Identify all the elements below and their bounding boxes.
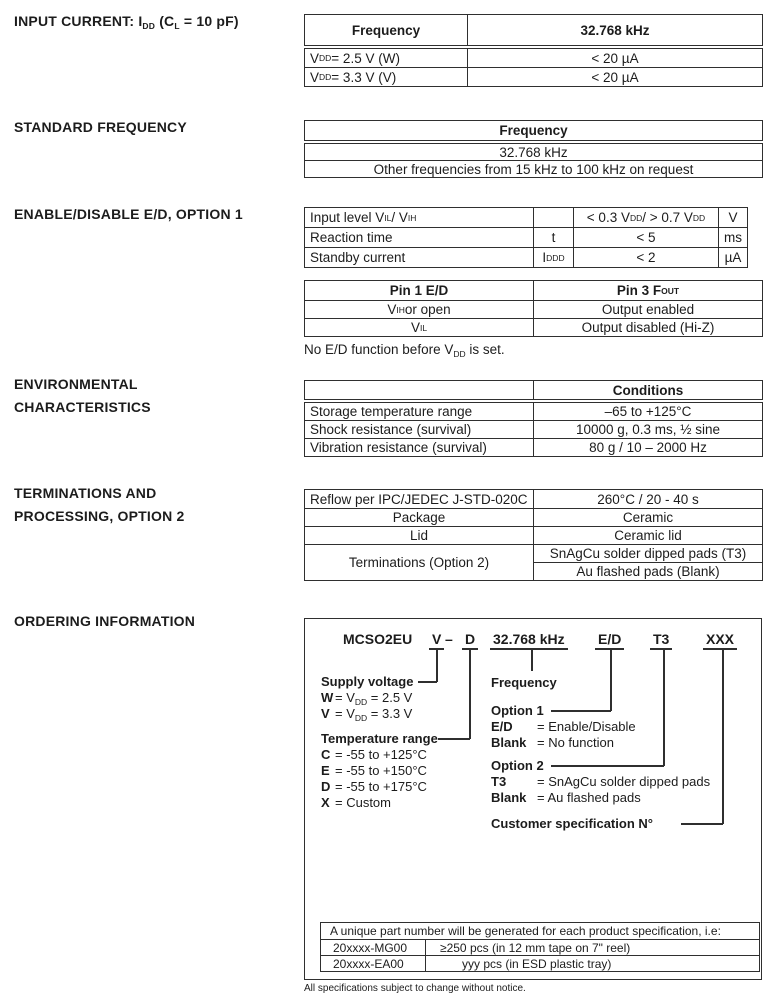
table-cell: µA <box>718 247 748 268</box>
ordering-diagram <box>304 618 762 980</box>
table-cell: t <box>533 227 574 248</box>
header-cell <box>304 380 534 400</box>
table-cell: V IL <box>304 318 534 337</box>
table-header-row <box>320 922 760 940</box>
legend-value: = $V_{DD} = 3.3$ V <box>335 706 413 723</box>
header-cell: 32.768 kHz <box>467 14 763 46</box>
header-cell: Conditions <box>533 380 763 400</box>
table-cell: ms <box>718 227 748 248</box>
legend-key: Blank <box>491 735 527 750</box>
legend-value: = SnAgCu solder dipped pads <box>537 774 711 789</box>
part-code-separator: – <box>445 631 453 647</box>
part-code-temperature: D <box>462 631 478 650</box>
table-row <box>304 160 763 178</box>
table-header-row <box>304 14 763 46</box>
table-cell: V DD = 3.3 V (V) <box>304 67 468 87</box>
table-cell: V <box>718 207 748 228</box>
legend-key: Blank <box>491 790 527 805</box>
table-cell <box>533 207 574 228</box>
part-code-option2: T3 <box>650 631 672 650</box>
legend-item <box>491 774 710 790</box>
table-row <box>304 207 748 228</box>
legend-item <box>321 779 438 795</box>
table-cell: Other frequencies from 15 kHz to 100 kHz on request <box>304 160 763 178</box>
table-header-row <box>304 120 763 141</box>
legend-item <box>321 690 413 706</box>
table-cell: Lid <box>304 526 534 545</box>
table-row <box>320 955 760 972</box>
connector-line <box>438 738 470 740</box>
legend-value: = Au flashed pads <box>537 790 641 805</box>
table-cell: < 2 <box>573 247 719 268</box>
legend-title: Option 2 <box>491 758 544 773</box>
connector-line <box>681 823 723 825</box>
table-row <box>320 939 760 956</box>
table-cell: Input level V IL / V IH <box>304 207 534 228</box>
table-row <box>304 526 763 545</box>
table-cell: ≥250 pcs (in 12 mm tape on 7" reel) <box>425 939 760 956</box>
legend-value: = Enable/Disable <box>537 719 636 734</box>
legend-option1 <box>491 703 636 751</box>
table-row <box>304 48 763 68</box>
table-cell: –65 to +125°C <box>533 402 763 421</box>
environmental-table <box>304 380 763 457</box>
legend-temperature-range <box>321 731 438 811</box>
table-cell: V IH or open <box>304 300 534 319</box>
table-subcolumn <box>533 544 763 581</box>
connector-line <box>663 650 665 766</box>
table-row <box>304 508 763 527</box>
legend-item <box>491 790 710 806</box>
table-cell: Shock resistance (survival) <box>304 420 534 439</box>
table-cell: Reaction time <box>304 227 534 248</box>
legend-item <box>321 795 438 811</box>
table-cell: 260°C / 20 - 40 s <box>533 489 763 509</box>
section-heading-terminations-2: PROCESSING, OPTION 2 <box>14 508 185 524</box>
table-cell: < 0.3 V DD / > 0.7 V DD <box>573 207 719 228</box>
legend-supply-voltage <box>321 674 413 722</box>
table-row-span <box>304 544 763 581</box>
legend-value: = No function <box>537 735 614 750</box>
legend-key: C <box>321 747 331 762</box>
ed-function-note: No E/D function before $V_{DD}$ is set. <box>304 342 505 359</box>
header-cell: Pin 1 E/D <box>304 280 534 301</box>
footnote: All specifications subject to change without notice. <box>304 983 526 994</box>
table-cell: yyy pcs (in ESD plastic tray) <box>425 955 760 972</box>
section-heading-environmental-2: CHARACTERISTICS <box>14 399 151 415</box>
legend-value: = -55 to +175°C <box>335 779 427 794</box>
legend-key: E/D <box>491 719 513 734</box>
legend-title: Supply voltage <box>321 674 414 689</box>
table-cell: 20xxxx-MG00 <box>320 939 426 956</box>
table-row <box>304 402 763 421</box>
connector-line <box>722 650 724 824</box>
table-cell: Terminations (Option 2) <box>304 544 534 581</box>
enable-disable-table <box>304 207 748 268</box>
part-code-frequency: 32.768 kHz <box>490 631 568 650</box>
section-heading-standard-frequency: STANDARD FREQUENCY <box>14 119 187 135</box>
legend-item <box>321 706 413 722</box>
input-current-table <box>304 14 763 87</box>
table-row <box>304 227 748 248</box>
table-cell: Package <box>304 508 534 527</box>
legend-key: X <box>321 795 330 810</box>
legend-key: V <box>321 706 330 721</box>
table-cell: 20xxxx-EA00 <box>320 955 426 972</box>
table-row <box>304 300 763 319</box>
legend-value: = -55 to +125°C <box>335 747 427 762</box>
table-cell: V DD = 2.5 V (W) <box>304 48 468 68</box>
part-code-customer: XXX <box>703 631 737 650</box>
section-heading-enable-disable: ENABLE/DISABLE E/D, OPTION 1 <box>14 206 243 222</box>
legend-key: E <box>321 763 330 778</box>
legend-option2 <box>491 758 710 806</box>
part-number-prefix: MCSO2EU <box>343 631 413 647</box>
connector-line <box>469 650 471 739</box>
pin-function-table <box>304 280 763 337</box>
table-cell: SnAgCu solder dipped pads (T3) <box>533 544 763 563</box>
legend-customer-spec-title: Customer specification N° <box>491 816 653 831</box>
section-heading-environmental-1: ENVIRONMENTAL <box>14 376 138 392</box>
connector-line <box>610 650 612 711</box>
header-cell: Frequency <box>304 120 763 141</box>
legend-value: = -55 to +150°C <box>335 763 427 778</box>
table-row <box>304 143 763 161</box>
table-cell: 10000 g, 0.3 ms, ½ sine <box>533 420 763 439</box>
table-header-row <box>304 280 763 301</box>
part-code-supply-voltage: V <box>429 631 444 650</box>
section-heading-ordering: ORDERING INFORMATION <box>14 613 196 629</box>
section-heading-terminations-1: TERMINATIONS AND <box>14 485 157 501</box>
section-heading-input-current: INPUT CURRENT: $I_{DD}$ ($C_L = 10$ pF) <box>14 13 239 31</box>
table-row <box>304 247 748 268</box>
part-code-option1: E/D <box>595 631 624 650</box>
standard-frequency-table <box>304 120 763 178</box>
table-cell: 32.768 kHz <box>304 143 763 161</box>
table-cell: Vibration resistance (survival) <box>304 438 534 457</box>
legend-key: D <box>321 779 331 794</box>
legend-item <box>321 747 438 763</box>
legend-value: = Custom <box>335 795 391 810</box>
table-cell: < 20 µA <box>467 48 763 68</box>
table-cell: Output enabled <box>533 300 763 319</box>
header-cell: Frequency <box>304 14 468 46</box>
table-cell: 80 g / 10 – 2000 Hz <box>533 438 763 457</box>
table-cell: Storage temperature range <box>304 402 534 421</box>
legend-title: Option 1 <box>491 703 544 718</box>
legend-item <box>491 719 636 735</box>
part-number-table <box>320 922 760 972</box>
connector-line <box>436 650 438 682</box>
table-cell: Ceramic lid <box>533 526 763 545</box>
table-cell: Standby current <box>304 247 534 268</box>
legend-title: Temperature range <box>321 731 438 746</box>
table-cell: Output disabled (Hi-Z) <box>533 318 763 337</box>
legend-key: W <box>321 690 334 705</box>
table-cell: Ceramic <box>533 508 763 527</box>
table-header-row <box>304 380 763 400</box>
header-cell: A unique part number will be generated for each product specification, i.e: <box>320 922 760 940</box>
table-row <box>304 489 763 509</box>
header-cell: Pin 3 F OUT <box>533 280 763 301</box>
table-row <box>304 67 763 87</box>
connector-line <box>418 681 437 683</box>
table-cell: Reflow per IPC/JEDEC J-STD-020C <box>304 489 534 509</box>
terminations-table <box>304 489 763 581</box>
connector-line <box>531 650 533 671</box>
table-row <box>304 318 763 337</box>
legend-key: T3 <box>491 774 507 789</box>
table-cell: < 5 <box>573 227 719 248</box>
legend-frequency-title: Frequency <box>491 675 557 690</box>
table-row <box>304 420 763 439</box>
legend-item <box>321 763 438 779</box>
table-cell: I DDD <box>533 247 574 268</box>
table-row <box>304 438 763 457</box>
table-cell: < 20 µA <box>467 67 763 87</box>
legend-item <box>491 735 636 751</box>
legend-value: = $V_{DD} = 2.5$ V <box>335 690 413 707</box>
table-cell: Au flashed pads (Blank) <box>533 562 763 581</box>
